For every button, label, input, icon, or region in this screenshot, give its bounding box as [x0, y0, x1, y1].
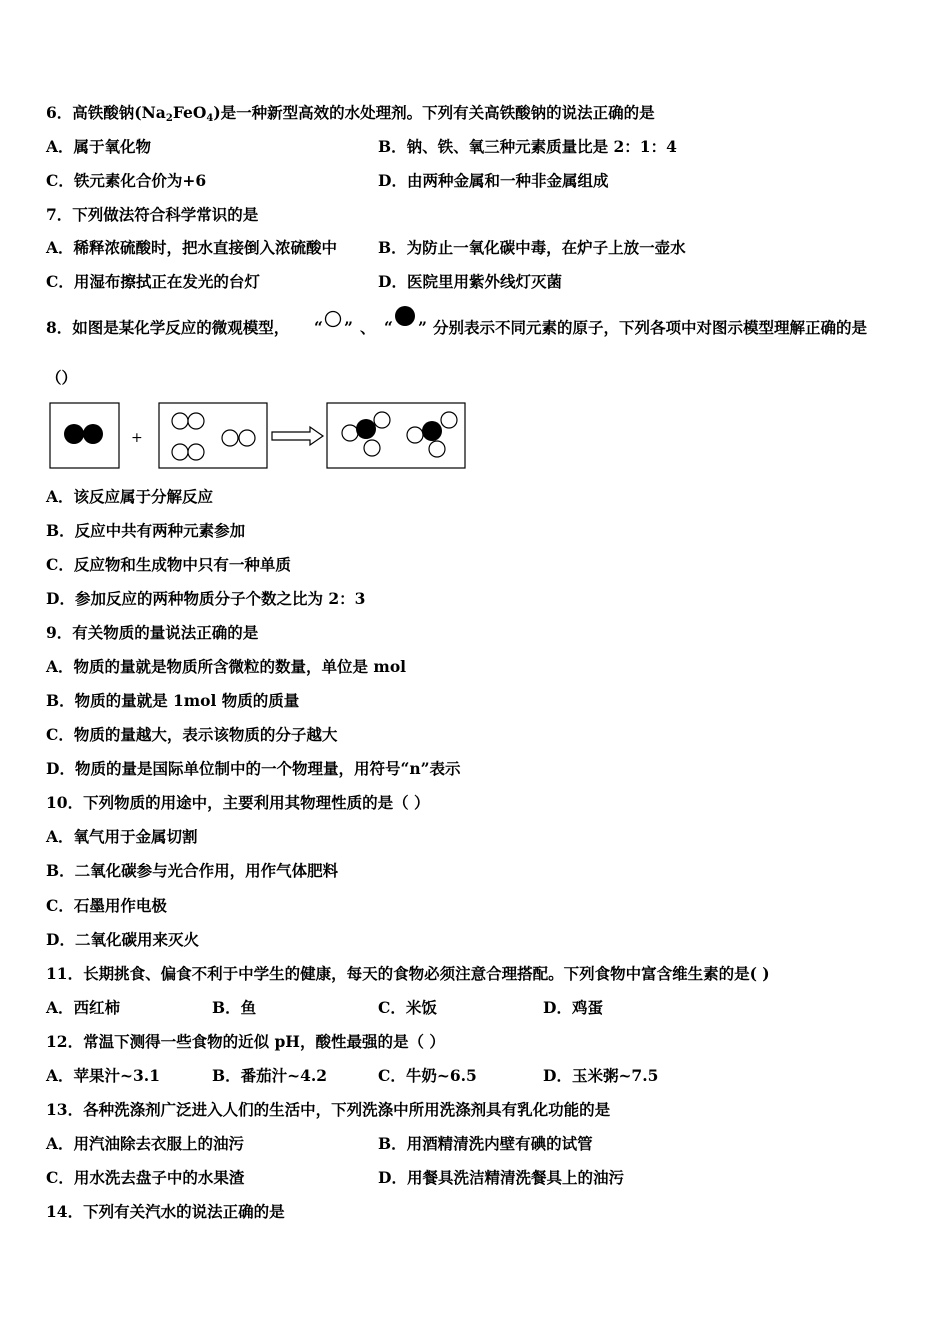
q14-stem: 14．下列有关汽水的说法正确的是	[46, 1202, 285, 1221]
q13-option-a: A．用汽油除去衣服上的油污	[46, 1134, 245, 1153]
q12-option-a: A．苹果汁~3.1	[46, 1066, 160, 1085]
q8-quote-open-2: “	[384, 318, 393, 337]
q8-stem-part2: 分别表示不同元素的原子，下列各项中对图示模型理解正确的是	[433, 318, 868, 337]
reactant-box-white-molecules	[158, 402, 270, 470]
reactant-box-black-molecule	[49, 402, 121, 470]
q8-option-b: B．反应中共有两种元素参加	[46, 521, 246, 540]
q13-option-b: B．用酒精清洗内壁有碘的试管	[378, 1134, 593, 1153]
q11-option-a: A．西红柿	[46, 998, 121, 1017]
q13-option-d: D．用餐具洗洁精清洗餐具上的油污	[378, 1168, 624, 1187]
q7-option-a: A．稀释浓硫酸时，把水直接倒入浓硫酸中	[46, 238, 338, 257]
q8-separator: 、	[360, 318, 376, 337]
q8-quote-close-1: ”	[344, 318, 353, 337]
q11-option-c: C．米饭	[378, 998, 437, 1017]
q6-option-a: A．属于氧化物	[46, 137, 152, 156]
reaction-arrow-icon	[270, 425, 326, 447]
q9-option-a: A．物质的量就是物质所含微粒的数量，单位是 mol	[46, 657, 407, 676]
q9-option-c: C．物质的量越大，表示该物质的分子越大	[46, 725, 338, 744]
q6-option-b: B．钠、铁、氧三种元素质量比是 2：1：4	[378, 137, 677, 156]
q6-option-c: C．铁元素化合价为+6	[46, 171, 207, 190]
q12-option-c: C．牛奶~6.5	[378, 1066, 477, 1085]
q7-option-d: D．医院里用紫外线灯灭菌	[378, 272, 562, 291]
q7-stem: 7．下列做法符合科学常识的是	[46, 205, 259, 224]
black-atom-icon	[392, 305, 418, 329]
q10-option-a: A．氧气用于金属切割	[46, 827, 198, 846]
q8-quote-close-2: ”	[418, 318, 427, 337]
q9-option-d: D．物质的量是国际单位制中的一个物理量，用符号“n”表示	[46, 759, 461, 778]
product-box-molecules	[326, 402, 467, 470]
q11-option-d: D．鸡蛋	[543, 998, 603, 1017]
q9-option-b: B．物质的量就是 1mol 物质的质量	[46, 691, 300, 710]
q8-stem-part1: 8．如图是某化学反应的微观模型，	[46, 318, 290, 337]
q12-option-b: B．番茄汁~4.2	[212, 1066, 328, 1085]
q6-option-d: D．由两种金属和一种非金属组成	[378, 171, 609, 190]
q10-option-c: C．石墨用作电极	[46, 896, 167, 915]
q8-option-a: A．该反应属于分解反应	[46, 487, 214, 506]
q12-stem: 12．常温下测得一些食物的近似 pH，酸性最强的是（ ）	[46, 1032, 445, 1051]
q10-option-b: B．二氧化碳参与光合作用，用作气体肥料	[46, 861, 339, 880]
q6-stem: 6．高铁酸钠$(Na_2FeO_4)$是一种新型高效的水处理剂。下列有关高铁酸钠的说法正确的是	[46, 103, 655, 124]
q9-stem: 9．有关物质的量说法正确的是	[46, 623, 259, 642]
white-atom-icon	[322, 310, 344, 330]
q11-option-b: B．鱼	[212, 998, 257, 1017]
q8-quote-open-1: “	[314, 318, 323, 337]
q7-option-b: B．为防止一氧化碳中毒，在炉子上放一壶水	[378, 238, 686, 257]
q10-stem: 10．下列物质的用途中，主要利用其物理性质的是（ ）	[46, 793, 430, 812]
plus-sign: +	[131, 430, 143, 446]
q8-option-c: C．反应物和生成物中只有一种单质	[46, 555, 291, 574]
q12-option-d: D．玉米粥~7.5	[543, 1066, 659, 1085]
q11-stem: 11．长期挑食、偏食不利于中学生的健康，每天的食物必须注意合理搭配。下列食物中富含维生素的是( )	[46, 964, 770, 983]
q8-option-d: D．参加反应的两种物质分子个数之比为 2：3	[46, 589, 366, 608]
q10-option-d: D．二氧化碳用来灭火	[46, 930, 199, 949]
q7-option-c: C．用湿布擦拭正在发光的台灯	[46, 272, 260, 291]
q13-option-c: C．用水洗去盘子中的水果渣	[46, 1168, 245, 1187]
q13-stem: 13．各种洗涤剂广泛进入人们的生活中，下列洗涤中所用洗涤剂具有乳化功能的是	[46, 1100, 611, 1119]
q8-answer-paren: （）	[46, 368, 78, 387]
